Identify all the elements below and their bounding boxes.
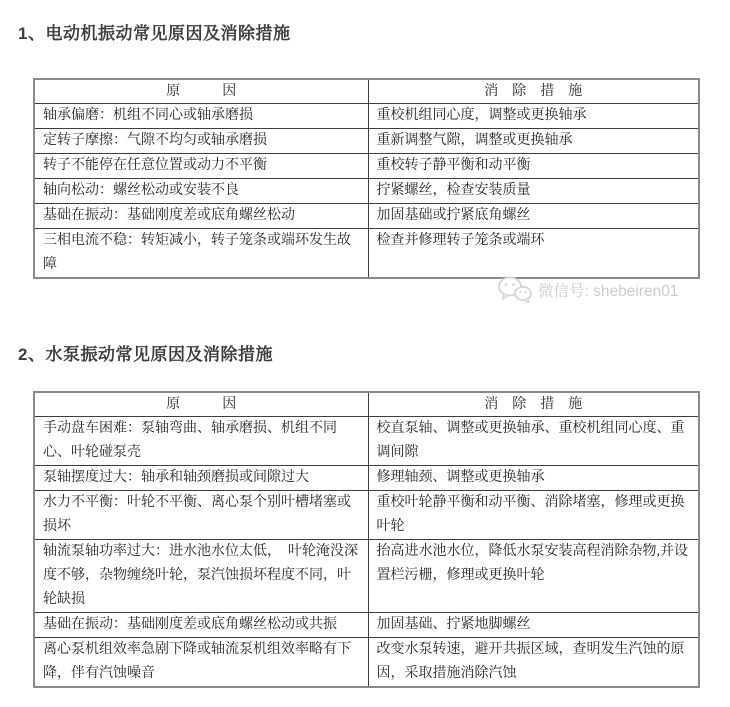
measure-cell: 修理轴颈、调整或更换轴承 <box>368 466 699 491</box>
cause-cell: 转子不能停在任意位置或动力不平衡 <box>34 154 368 179</box>
measure-column-header: 消 除 措 施 <box>368 79 699 104</box>
cause-cell: 轴向松动：螺丝松动或安装不良 <box>34 179 368 204</box>
pump-vibration-table <box>33 391 700 688</box>
motor-vibration-table <box>33 78 700 279</box>
cause-cell: 三相电流不稳：转矩减小，转子笼条或端环发生故障 <box>34 229 368 279</box>
cause-cell: 手动盘车困难：泵轴弯曲、轴承磨损、机组不同心、叶轮碰泵壳 <box>34 417 368 466</box>
table-row <box>34 229 699 279</box>
cause-column-header: 原 因 <box>34 79 368 104</box>
table-row <box>34 204 699 229</box>
measure-cell: 校直泵轴、调整或更换轴承、重校机组同心度、重调间隙 <box>368 417 699 466</box>
measure-cell: 重校转子静平衡和动平衡 <box>368 154 699 179</box>
section-1-title: 1、电动机振动常见原因及消除措施 <box>18 24 291 43</box>
table-row <box>34 129 699 154</box>
table-row <box>34 466 699 491</box>
watermark-text: 微信号: shebeiren01 <box>538 282 679 300</box>
cause-cell: 基础在振动：基础刚度差或底角螺丝松动 <box>34 204 368 229</box>
table-row <box>34 417 699 466</box>
table-row <box>34 179 699 204</box>
cause-column-header: 原 因 <box>34 392 368 417</box>
cause-cell: 泵轴摆度过大：轴承和轴颈磨损或间隙过大 <box>34 466 368 491</box>
table-row <box>34 613 699 638</box>
table-header-row <box>34 79 699 104</box>
measure-cell: 抬高进水池水位，降低水泵安装高程消除杂物,并设置栏污栅，修理或更换叶轮 <box>368 540 699 613</box>
table-row <box>34 104 699 129</box>
wechat-icon <box>496 275 533 304</box>
cause-cell: 基础在振动：基础刚度差或底角螺丝松动或共振 <box>34 613 368 638</box>
section-2-title: 2、水泵振动常见原因及消除措施 <box>18 345 273 364</box>
cause-cell: 离心泵机组效率急剧下降或轴流泵机组效率略有下降，伴有汽蚀噪音 <box>34 638 368 688</box>
measure-cell: 重校叶轮静平衡和动平衡、消除堵塞，修理或更换叶轮 <box>368 491 699 540</box>
table-row <box>34 154 699 179</box>
cause-cell: 轴承偏磨：机组不同心或轴承磨损 <box>34 104 368 129</box>
table-header-row <box>34 392 699 417</box>
cause-cell: 定转子摩擦：气隙不均匀或轴承磨损 <box>34 129 368 154</box>
measure-cell: 改变水泵转速，避开共振区域，查明发生汽蚀的原因，采取措施消除汽蚀 <box>368 638 699 688</box>
measure-cell: 重校机组同心度，调整或更换轴承 <box>368 104 699 129</box>
measure-cell: 加固基础或拧紧底角螺丝 <box>368 204 699 229</box>
measure-column-header: 消 除 措 施 <box>368 392 699 417</box>
watermark <box>496 275 678 304</box>
table-row <box>34 491 699 540</box>
measure-cell: 重新调整气隙，调整或更换轴承 <box>368 129 699 154</box>
table-row <box>34 540 699 613</box>
cause-cell: 轴流泵轴功率过大：进水池水位太低， 叶轮淹没深度不够，杂物缠绕叶轮，泵汽蚀损坏程度不同，叶轮缺损 <box>34 540 368 613</box>
cause-cell: 水力不平衡：叶轮不平衡、离心泵个别叶槽堵塞或损坏 <box>34 491 368 540</box>
table-row <box>34 638 699 688</box>
measure-cell: 加固基础、拧紧地脚螺丝 <box>368 613 699 638</box>
measure-cell: 拧紧螺丝，检查安装质量 <box>368 179 699 204</box>
measure-cell: 检查并修理转子笼条或端环 <box>368 229 699 279</box>
